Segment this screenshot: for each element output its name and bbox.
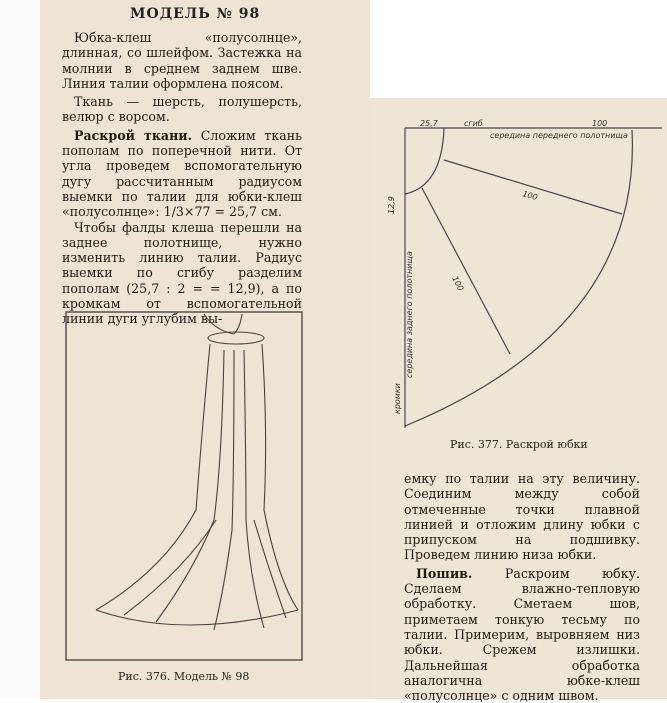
fabric-paragraph: Ткань — шерсть, полушерсть, велюр с ворсом. [62,94,302,125]
figure-376-model-drawing [64,310,304,662]
cutting-heading: Раскрой ткани. [74,127,193,143]
length-100-label: 100 [592,119,608,128]
waist-radius-label: 25,7 [420,119,438,128]
figure-377-cutting-pattern [372,118,662,433]
right-text-block [404,471,640,703]
adjacent-page-edge [0,0,40,699]
front-center-label: середина переднего полотнища [490,131,628,140]
continuation-paragraph: емку по талии на эту величину. Соединим между собой отмеченные точки плавной линией и отложим длину юбки с припуском на подшивку. Проведем линию низа юбки. [404,471,640,563]
figure-376-caption: Рис. 376. Модель № 98 [118,670,250,683]
sewing-text: Раскроим юбку. Сделаем влажно-тепловую обработку. Сметаем шов, приметаем тонкую тесьму по талии. Примерим, выровняем низ юбки. Срежем излишки. Дальнейшая обработка аналогична юбке-клеш «полусолнце» с одним швом. [404,565,640,703]
sewing-heading: Пошив. [416,565,473,581]
model-title: МОДЕЛЬ № 98 [130,6,261,22]
figure-377-caption: Рис. 377. Раскрой юбки [450,438,588,451]
back-center-label: середина заднего полотнища [405,251,414,378]
lower-100-label: 100 [450,274,466,293]
sewing-paragraph [404,566,640,703]
diagonal-100-label: 100 [521,189,539,203]
fold-label: сгиб [464,119,483,128]
description-paragraph: Юбка-клеш «полусолнце», длинная, со шлейфом. Застежка на молнии в среднем заднем шве. Линия талии оформлена поясом. [62,30,302,91]
depth-label: 12,9 [387,196,396,214]
cutting-text: Сложим ткань пополам по поперечной нити. От угла проведем вспомогательную дугу рассчитанным радиусом выемки по талии для юбки-клеш «полусолнце»: 1/3×77 = 25,7 см. [62,127,302,220]
edges-label: кромки [393,383,402,414]
left-text-block [62,30,302,327]
cutting-paragraph [62,128,302,220]
waist-paragraph: Чтобы фалды клеша перешли на заднее полотнище, нужно изменить линию талии. Радиус выемки по сгибу разделим пополам (25,7 : 2 = = 12,9), а по кромкам от вспомогательной линии дуги углубим вы- [62,219,302,327]
